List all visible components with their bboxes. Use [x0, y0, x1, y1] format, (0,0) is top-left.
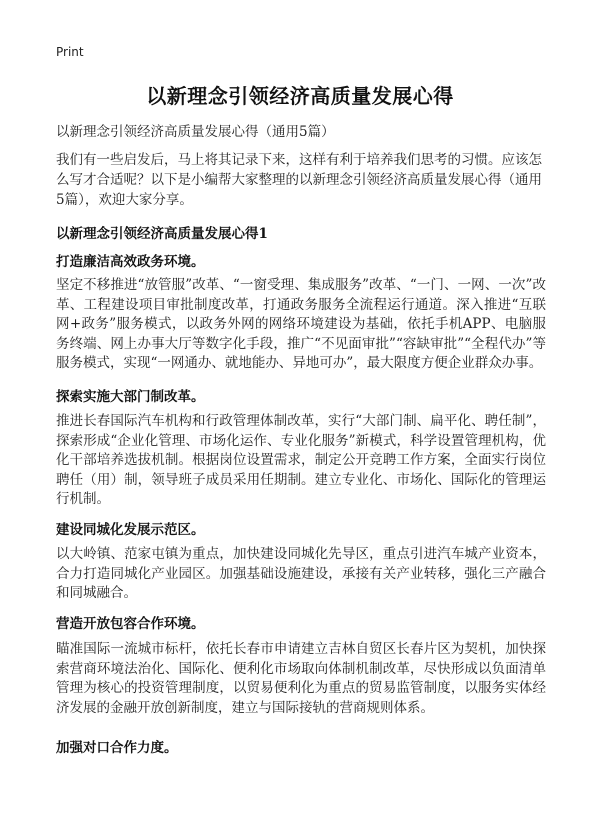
page-title: 以新理念引领经济高质量发展心得 — [146, 84, 454, 108]
intro-paragraph: 我们有一些启发后，马上将其记录下来，这样有利于培养我们思考的习惯。应该怎么写才合适呢？以下是小编帮大家整理的以新理念引领经济高质量发展心得（通用5篇），欢迎大家分享。 — [56, 152, 542, 208]
section-heading-2: 探索实施大部门制改革。 — [56, 389, 205, 405]
section-heading-5: 加强对口合作力度。 — [56, 740, 178, 756]
print-label[interactable]: Print — [56, 45, 84, 59]
section-body-4: 瞄准国际一流城市标杆，依托长春市申请建立吉林自贸区长春片区为契机，加快探索营商环境法治化、国际化、便利化市场取向体制机制改革，尽快形成以负面清单管理为核心的投资管理制度，以贸易便利化为重点的贸易监管制度，以服务实体经济发展的金融开放创新制度，建立与国际接轨的营商规则体系。 — [56, 641, 546, 716]
article-heading: 以新理念引领经济高质量发展心得1 — [56, 226, 268, 242]
section-heading-4: 营造开放包容合作环境。 — [56, 616, 205, 632]
section-heading-1: 打造廉洁高效政务环境。 — [56, 254, 205, 270]
section-body-1: 坚定不移推进“放管服”改革、“一窗受理、集成服务”改革、“一门、一网、一次”改革、工程建设项目审批制度改革，打通政务服务全流程运行通道。深入推进“互联网+政务”服务模式，以政务外网的网络环境建设为基础，依托手机APP、电脑服务终端、网上办事大厅等数字化手段，推广“不见面审批”“容缺审批”“全程代办”等服务模式，实现“一网通办、就地能办、异地可办”，最大限度方便企业群众办事。 — [56, 277, 546, 371]
section-body-2: 推进长春国际汽车机构和行政管理体制改革，实行“大部门制、扁平化、聘任制”，探索形成“企业化管理、市场化运作、专业化服务”新模式，科学设置管理机构，优化干部培养选拔机制。根据岗位设置需求，制定公开竞聘工作方案，全面实行岗位聘任（用）制，领导班子成员采用任期制。建立专业化、市场化、国际化的管理运行机制。 — [56, 413, 546, 507]
document-subtitle: 以新理念引领经济高质量发展心得（通用5篇） — [56, 124, 335, 140]
section-heading-3: 建设同城化发展示范区。 — [56, 522, 205, 538]
section-body-3: 以大岭镇、范家屯镇为重点，加快建设同城化先导区，重点引进汽车城产业资本，合力打造同城化产业园区。加强基础设施建设，承接有关产业转移，强化三产融合和同城融合。 — [56, 546, 546, 601]
